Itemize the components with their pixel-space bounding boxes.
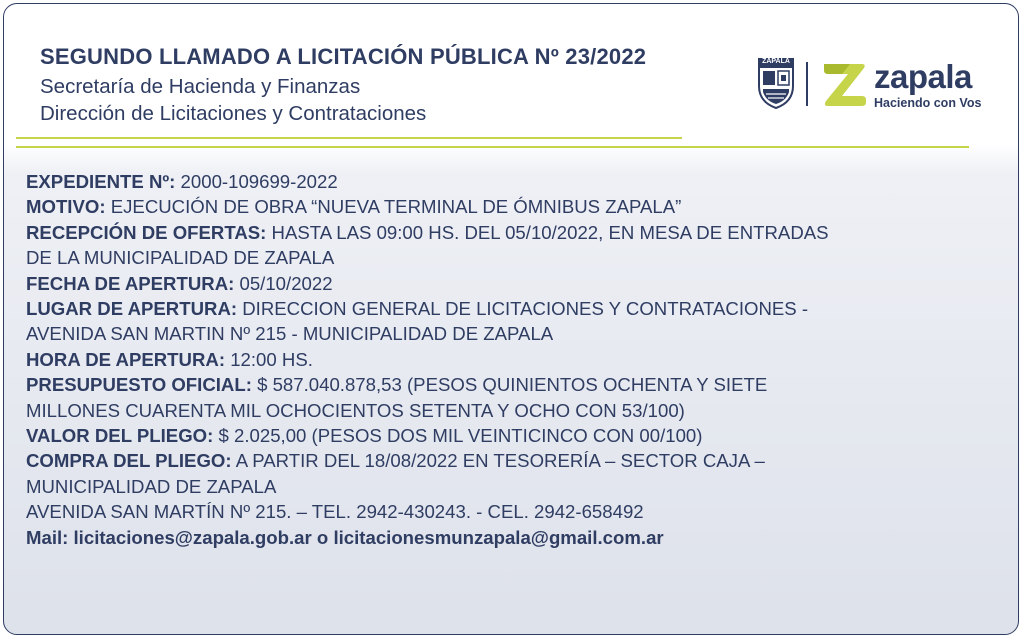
presupuesto-row-cont: MILLONES CUARENTA MIL OCHOCIENTOS SETENTA Y OCHO CON 53/100) (26, 399, 685, 421)
notice-body (26, 169, 1018, 550)
notice-card (3, 3, 1019, 635)
hora-label: HORA DE APERTURA: (26, 348, 226, 370)
lugar-row-cont: AVENIDA SAN MARTIN Nº 215 - MUNICIPALIDAD DE ZAPALA (26, 323, 554, 345)
valor-label: VALOR DEL PLIEGO: (26, 425, 214, 447)
compra-address-row: AVENIDA SAN MARTÍN Nº 215. – TEL. 2942-430243. - CEL. 2942-658492 (26, 501, 644, 523)
recepcion-row-cont: DE LA MUNICIPALIDAD DE ZAPALA (26, 247, 335, 269)
header-divider-short (16, 137, 682, 139)
expediente-label: EXPEDIENTE Nº: (26, 171, 176, 192)
motivo-row (26, 194, 1018, 219)
brand-tagline: Haciendo con Vos (874, 96, 982, 110)
notice-title: SEGUNDO LLAMADO A LICITACIÓN PÚBLICA Nº 23/2022 (40, 44, 647, 69)
valor-value: $ 2.025,00 (PESOS DOS MIL VEINTICINCO CON 00/100) (213, 425, 703, 447)
lugar-label: LUGAR DE APERTURA: (26, 298, 238, 320)
mail-contact[interactable]: Mail: licitaciones@zapala.gob.ar o licitacionesmunzapala@gmail.com.ar (26, 526, 664, 548)
lugar-row (26, 296, 1018, 321)
motivo-value: EJECUCIÓN DE OBRA “NUEVA TERMINAL DE ÓMNIBUS ZAPALA” (105, 196, 682, 218)
motivo-label: MOTIVO: (26, 196, 106, 218)
recepcion-label: RECEPCIÓN DE OFERTAS: (26, 221, 267, 243)
zapala-z-icon (820, 58, 870, 108)
hora-value: 12:00 HS. (225, 348, 313, 370)
direccion-subtitle: Dirección de Licitaciones y Contrataciones (40, 102, 427, 125)
compra-value: A PARTIR DEL 18/08/2022 EN TESORERÍA – SECTOR CAJA – (231, 450, 765, 472)
logo-divider (806, 62, 808, 106)
header-divider-long (16, 146, 969, 148)
secretaria-subtitle: Secretaría de Hacienda y Finanzas (40, 75, 361, 98)
shield-label: ZAPALA (762, 58, 790, 65)
recepcion-row (26, 220, 1018, 245)
brand-name: zapala (874, 58, 972, 95)
recepcion-value: HASTA LAS 09:00 HS. DEL 05/10/2022, EN MESA DE ENTRADAS (266, 221, 829, 243)
lugar-value: DIRECCION GENERAL DE LICITACIONES Y CONTRATACIONES - (237, 298, 809, 320)
presupuesto-value: $ 587.040.878,53 (PESOS QUINIENTOS OCHENTA Y SIETE (251, 374, 768, 396)
valor-row (26, 423, 1018, 448)
fecha-value: 05/10/2022 (234, 272, 333, 294)
expediente-value: 2000-109699-2022 (175, 171, 338, 192)
zapala-logo (756, 56, 996, 116)
hora-row (26, 347, 1018, 372)
compra-row-cont: MUNICIPALIDAD DE ZAPALA (26, 475, 277, 497)
fecha-row (26, 271, 1018, 296)
compra-label: COMPRA DEL PLIEGO: (26, 450, 232, 472)
presupuesto-row (26, 372, 1018, 397)
compra-row (26, 448, 1018, 473)
fecha-label: FECHA DE APERTURA: (26, 272, 235, 294)
presupuesto-label: PRESUPUESTO OFICIAL: (26, 374, 252, 396)
expediente-row (26, 169, 1018, 194)
